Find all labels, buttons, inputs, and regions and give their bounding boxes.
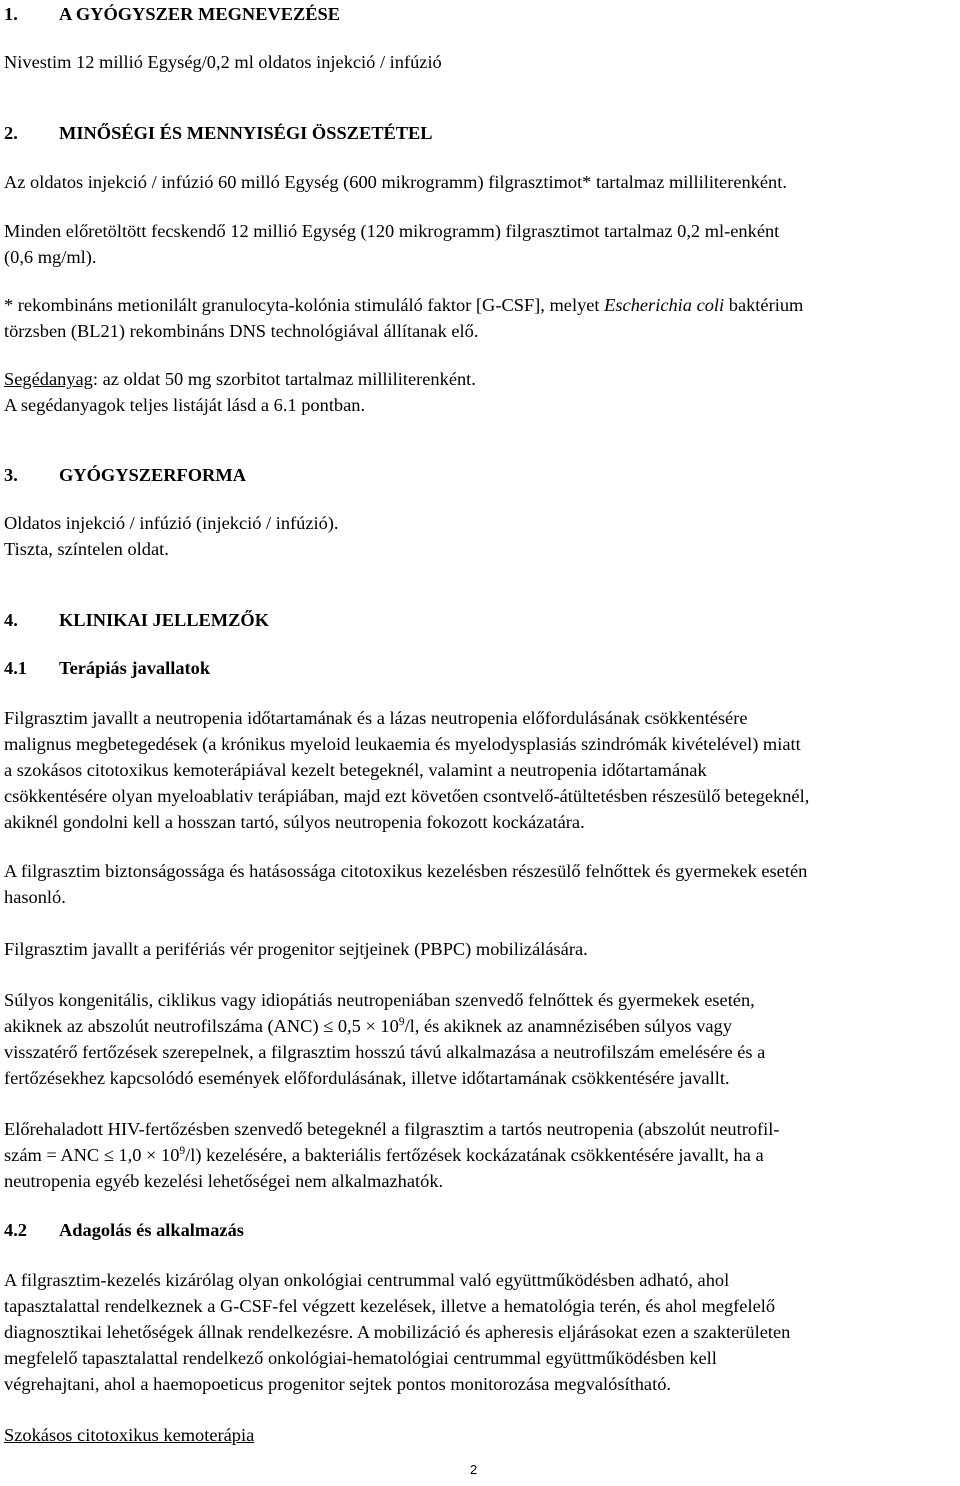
composition-paragraph: (0,6 mg/ml). bbox=[4, 247, 97, 267]
section-2-heading: 2. MINŐSÉGI ÉS MENNYISÉGI ÖSSZETÉTEL bbox=[4, 123, 433, 143]
page-number: 2 bbox=[470, 1462, 478, 1477]
form-line: Oldatos injekció / infúzió (injekció / infúzió). bbox=[4, 513, 339, 533]
indication-paragraph: fertőzésekhez kapcsolódó események előfordulásának, illetve időtartamának csökkentésére javallt. bbox=[4, 1068, 730, 1088]
section-1-heading: 1. A GYÓGYSZER MEGNEVEZÉSE bbox=[4, 4, 341, 24]
dosing-paragraph: tapasztalattal rendelkeznek a G-CSF-fel végzett kezelések, illetve a hematológia terén, és ahol megfelelő bbox=[4, 1296, 776, 1316]
indication-paragraph: Filgrasztim javallt a perifériás vér progenitor sejtjeinek (PBPC) mobilizálására. bbox=[4, 939, 588, 959]
composition-paragraph: Az oldatos injekció / infúzió 60 milló Egység (600 mikrogramm) filgrasztimot* tartalmaz milliliterenként. bbox=[4, 172, 787, 192]
indication-paragraph: hasonló. bbox=[4, 887, 66, 907]
indication-paragraph: neutropenia egyéb kezelési lehetőségei nem alkalmazhatók. bbox=[4, 1171, 444, 1191]
footnote-paragraph: * rekombináns metionilált granulocyta-kolónia stimuláló faktor [G-CSF], melyet Escherichia coli baktérium bbox=[4, 295, 804, 315]
section-4-2-heading: 4.2 Adagolás és alkalmazás bbox=[4, 1220, 244, 1240]
indication-paragraph: malignus megbetegedések (a krónikus myeloid leukaemia és myelodysplasiás szindrómák kivételével) miatt bbox=[4, 734, 801, 754]
indication-paragraph: csökkentésére olyan myeloablativ terápiában, majd ezt követően csontvelő-átültetésben részesülő betegeknél, bbox=[4, 786, 810, 806]
dosing-paragraph: végrehajtani, ahol a haemopoeticus progenitor sejtek pontos monitorozása megvalósítható. bbox=[4, 1374, 671, 1394]
product-name: Nivestim 12 millió Egység/0,2 ml oldatos injekció / infúzió bbox=[4, 52, 442, 72]
indication-paragraph: A filgrasztim biztonságossága és hatásossága citotoxikus kezelésben részesülő felnőttek és gyermekek esetén bbox=[4, 861, 808, 881]
excipient-list-line: A segédanyagok teljes listáját lásd a 6.1 pontban. bbox=[4, 395, 366, 415]
section-3-heading: 3. GYÓGYSZERFORMA bbox=[4, 465, 246, 485]
indication-paragraph: Filgrasztim javallt a neutropenia időtartamának és a lázas neutropenia előfordulásának csökkentésére bbox=[4, 708, 748, 728]
indication-paragraph: Súlyos kongenitális, ciklikus vagy idiopátiás neutropeniában szenvedő felnőttek és gyermekek esetén, bbox=[4, 990, 755, 1010]
subsection-heading: Szokásos citotoxikus kemoterápia bbox=[4, 1425, 255, 1445]
dosing-paragraph: A filgrasztim-kezelés kizárólag olyan onkológiai centrummal való együttműködésben adható, ahol bbox=[4, 1270, 730, 1290]
indication-paragraph: akiknél gondolni kell a hosszan tartó, súlyos neutropenia fokozott kockázatára. bbox=[4, 812, 585, 832]
section-4-heading: 4. KLINIKAI JELLEMZŐK bbox=[4, 610, 270, 630]
section-4-1-heading: 4.1 Terápiás javallatok bbox=[4, 658, 211, 678]
composition-paragraph: Minden előretöltött fecskendő 12 millió Egység (120 mikrogramm) filgrasztimot tartalmaz 0,2 ml-enként bbox=[4, 221, 780, 241]
indication-paragraph: akiknek az abszolút neutrofilszáma $(ANC) \le 0,5 \times 10^9/l$, és akiknek az anamnézisében súlyos vagy bbox=[4, 1016, 732, 1036]
dosing-paragraph: megfelelő tapasztalattal rendelkező onkológiai-hematológiai centrummal együttműködésben kell bbox=[4, 1348, 717, 1368]
indication-paragraph: szám = ANC ≤ $1,0 \times 10^9/l$) kezelésére, a bakteriális fertőzések kockázatának csökkentésére javallt, ha a bbox=[4, 1145, 764, 1165]
dosing-paragraph: diagnosztikai lehetőségek állnak rendelkezésre. A mobilizáció és apheresis eljárásokat ezen a szakterületen bbox=[4, 1322, 791, 1342]
indication-paragraph: visszatérő fertőzések szerepelnek, a filgrasztim hosszú távú alkalmazása a neutrofilszám emelésére és a bbox=[4, 1042, 766, 1062]
indication-paragraph: a szokásos citotoxikus kemoterápiával kezelt betegeknél, valamint a neutropenia időtartamának bbox=[4, 760, 707, 780]
footnote-paragraph: törzsben (BL21) rekombináns DNS technológiával állítanak elő. bbox=[4, 321, 479, 341]
form-line: Tiszta, színtelen oldat. bbox=[4, 539, 169, 559]
excipient-line: Segédanyag: az oldat 50 mg szorbitot tartalmaz milliliterenként. bbox=[4, 369, 476, 389]
indication-paragraph: Előrehaladott HIV-fertőzésben szenvedő betegeknél a filgrasztim a tartós neutropenia (abszolút neutrofil- bbox=[4, 1119, 780, 1139]
